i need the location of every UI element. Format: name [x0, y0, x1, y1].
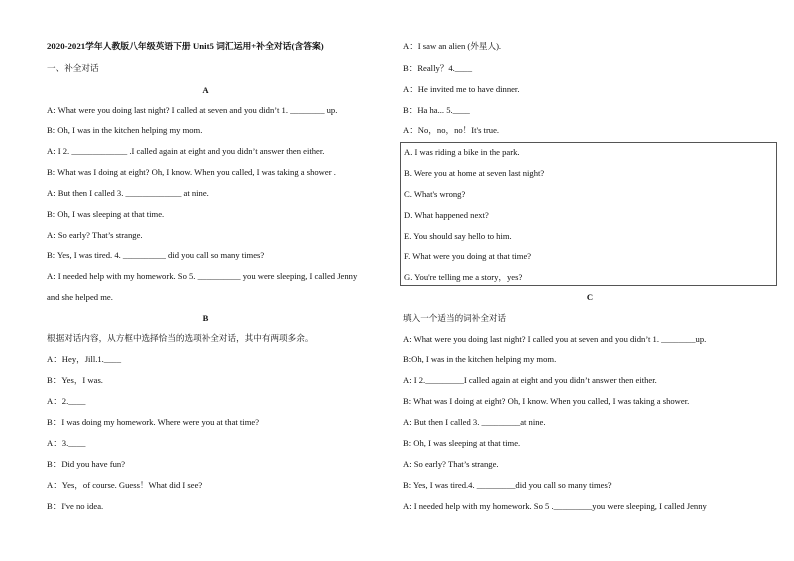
part-c-label: C — [586, 292, 594, 302]
dialog-line: A: But then I called 3. _________at nine. — [403, 417, 546, 427]
option-item: C. What's wrong? — [404, 189, 466, 199]
dialog-line: B：I've no idea. — [47, 501, 104, 511]
document-title: 2020-2021学年人教版八年级英语下册 Unit5 词汇运用+补全对话(含答案) — [47, 41, 324, 51]
dialog-line: A：I saw an alien (外星人). — [403, 41, 502, 51]
option-item: F. What were you doing at that time? — [404, 251, 532, 261]
option-item: B. Were you at home at seven last night? — [404, 168, 545, 178]
dialog-line: A: I 2. _____________ .I called again at eight and you didn’t answer then either. — [47, 146, 325, 156]
part-b-instruction: 根据对话内容，从方框中选择恰当的选项补全对话，其中有两项多余。 — [47, 333, 314, 343]
dialog-line: A: What were you doing last night? I called you at seven and you didn’t 1. ________up. — [403, 334, 707, 344]
options-box — [400, 142, 777, 286]
dialog-line: A：Hey，Jill.1.____ — [47, 354, 121, 364]
dialog-line: A: But then I called 3. _____________ at nine. — [47, 188, 209, 198]
option-item: G. You're telling me a story，yes? — [404, 272, 523, 282]
dialog-line: B: Oh, I was in the kitchen helping my mom. — [47, 125, 203, 135]
dialog-line: A: I 2._________I called again at eight and you didn’t answer then either. — [403, 375, 657, 385]
dialog-line: B: What was I doing at eight? Oh, I know. When you called, I was taking a shower . — [47, 167, 336, 177]
dialog-line: A：Yes，of course. Guess！What did I see? — [47, 480, 203, 490]
dialog-line: B: Yes, I was tired. 4. __________ did you call so many times? — [47, 250, 265, 260]
dialog-line: B：Really？4.____ — [403, 63, 472, 73]
part-c-instruction: 填入一个适当的词补全对话 — [403, 313, 507, 323]
dialog-line: B：Yes，I was. — [47, 375, 103, 385]
dialog-line: B: Oh, I was sleeping at that time. — [403, 438, 521, 448]
dialog-line: A：2.____ — [47, 396, 86, 406]
option-item: D. What happened next? — [404, 210, 489, 220]
dialog-line: A：3.____ — [47, 438, 86, 448]
dialog-line: B：I was doing my homework. Where were you at that time? — [47, 417, 260, 427]
section-heading: 一、补全对话 — [47, 63, 99, 73]
dialog-line: A: I needed help with my homework. So 5 ._________you were sleeping, I called Jenny — [403, 501, 707, 511]
dialog-line: B：Did you have fun? — [47, 459, 126, 469]
dialog-line: A：No，no，no！It's true. — [403, 125, 500, 135]
part-b-label: B — [202, 313, 209, 323]
dialog-line: B: Yes, I was tired.4. _________did you call so many times? — [403, 480, 612, 490]
dialog-line: A: So early? That’s strange. — [403, 459, 499, 469]
dialog-line: A: I needed help with my homework. So 5. __________ you were sleeping, I called Jenny — [47, 271, 358, 281]
option-item: A. I was riding a bike in the park. — [404, 147, 520, 157]
dialog-line: A：He invited me to have dinner. — [403, 84, 520, 94]
dialog-line: B: What was I doing at eight? Oh, I know. When you called, I was taking a shower. — [403, 396, 690, 406]
dialog-line: A: What were you doing last night? I called at seven and you didn’t 1. ________ up. — [47, 105, 338, 115]
dialog-line: B: Oh, I was sleeping at that time. — [47, 209, 165, 219]
dialog-line: and she helped me. — [47, 292, 113, 302]
part-a-label: A — [202, 85, 209, 95]
dialog-line: A: So early? That’s strange. — [47, 230, 143, 240]
dialog-line: B:Oh, I was in the kitchen helping my mom. — [403, 354, 557, 364]
option-item: E. You should say hello to him. — [404, 231, 512, 241]
dialog-line: B：Ha ha... 5.____ — [403, 105, 470, 115]
